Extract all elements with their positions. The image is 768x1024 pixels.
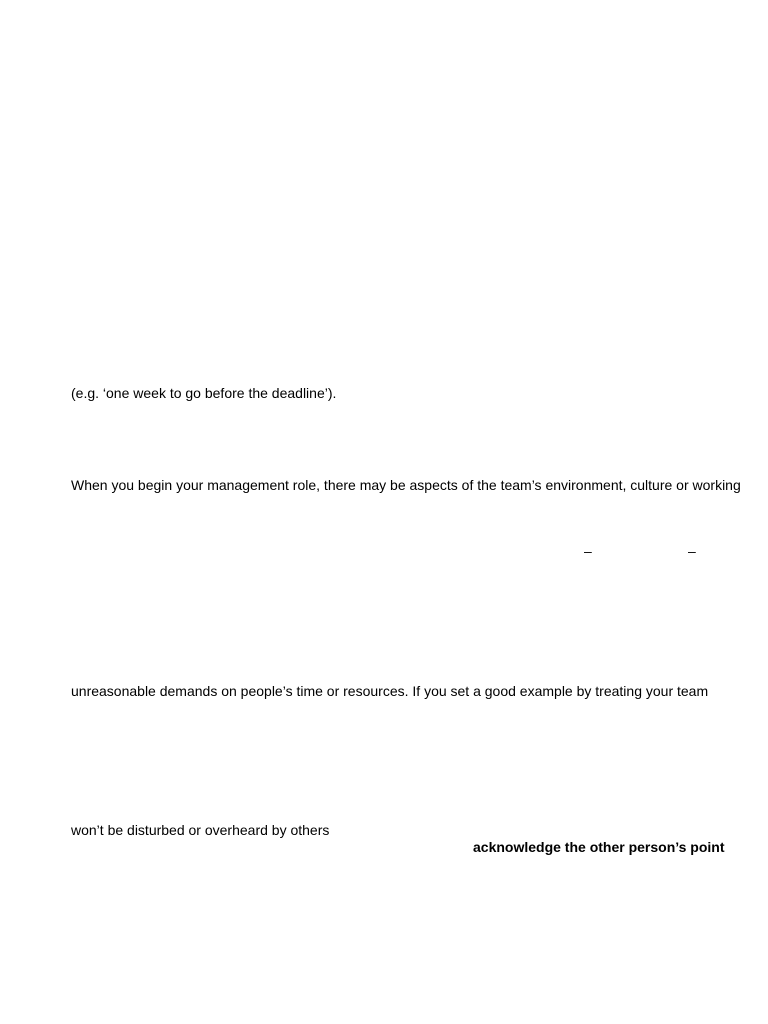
text-line-unreasonable-demands: unreasonable demands on people’s time or resources. If you set a good example by treating your team bbox=[71, 683, 709, 699]
text-line-management-role: When you begin your management role, there may be aspects of the team’s environment, culture or working bbox=[71, 477, 741, 493]
dash-mark: – bbox=[584, 543, 592, 559]
text-line-example-deadline: (e.g. ‘one week to go before the deadline’). bbox=[71, 385, 337, 401]
text-line-not-disturbed: won’t be disturbed or overheard by others bbox=[71, 822, 330, 838]
bold-text-acknowledge-point: acknowledge the other person’s point bbox=[473, 839, 725, 855]
dash-mark: – bbox=[688, 543, 696, 559]
